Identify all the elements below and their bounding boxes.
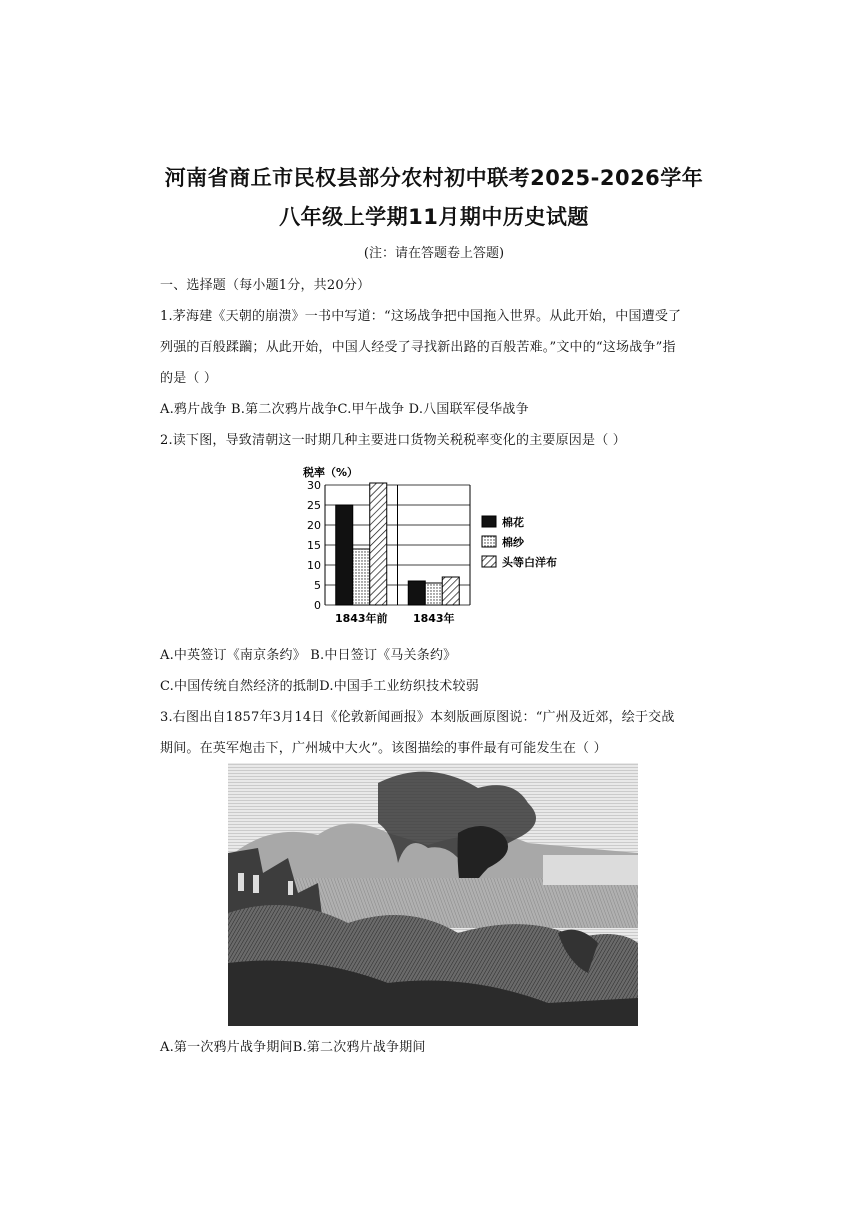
y-tick-label: 0 [314, 599, 321, 612]
y-tick-label: 5 [314, 579, 321, 592]
question-2-stem: 2.读下图，导致清朝这一时期几种主要进口货物关税税率变化的主要原因是（ ） [160, 433, 626, 448]
legend-label: 棉花 [502, 516, 524, 529]
question-1-options: A.鸦片战争 B.第二次鸦片战争C.甲午战争 D.八国联军侵华战争 [160, 402, 529, 417]
question-2-options-ab: A.中英签订《南京条约》 B.中日签订《马关条约》 [160, 648, 457, 663]
category-label: 1843年前 [334, 612, 388, 625]
legend-label: 头等白洋布 [502, 556, 557, 569]
y-tick-label: 15 [307, 539, 321, 552]
document-title-line-2: 八年级上学期11月期中历史试题 [279, 205, 589, 229]
question-3-line-1: 3.右图出自1857年3月14日《伦敦新闻画报》本刻版画原图说：“广州及近郊，绘于交战 [160, 710, 675, 725]
answer-note: (注：请在答题卷上答题) [363, 246, 505, 261]
bar [425, 583, 442, 605]
bar [408, 581, 425, 605]
category-label: 1843年 [412, 612, 455, 625]
bar [336, 505, 353, 605]
question-1-line-3: 的是（ ） [160, 371, 218, 386]
legend-swatch [482, 556, 496, 567]
bar [442, 577, 459, 605]
legend-swatch [482, 536, 496, 547]
bar [370, 483, 387, 605]
y-tick-label: 10 [307, 559, 321, 572]
y-tick-label: 25 [307, 499, 321, 512]
bar [353, 549, 370, 605]
question-1-line-2: 列强的百般蹂躏；从此开始，中国人经受了寻找新出路的百般苦难。”文中的“这场战争”指 [160, 340, 676, 355]
guangzhou-bombardment-engraving [228, 763, 638, 1026]
document-title-line-1: 河南省商丘市民权县部分农村初中联考2025-2026学年 [164, 166, 704, 190]
question-3-options: A.第一次鸦片战争期间B.第二次鸦片战争期间 [160, 1040, 426, 1055]
y-tick-label: 20 [307, 519, 321, 532]
question-2-options-cd: C.中国传统自然经济的抵制D.中国手工业纺织技术较弱 [160, 679, 479, 694]
section-heading: 一、选择题（每小题1分，共20分） [160, 278, 371, 293]
legend-swatch [482, 516, 496, 527]
question-1-line-1: 1.茅海建《天朝的崩溃》一书中写道：“这场战争把中国拖入世界。从此开始，中国遭受了 [160, 309, 682, 324]
y-tick-label: 30 [307, 479, 321, 492]
legend-label: 棉纱 [502, 536, 524, 549]
question-3-line-2: 期间。在英军炮击下，广州城中大火”。该图描绘的事件最有可能发生在（ ） [160, 741, 607, 756]
y-axis-label: 税率（%） [303, 466, 359, 479]
tariff-bar-chart [295, 458, 585, 628]
